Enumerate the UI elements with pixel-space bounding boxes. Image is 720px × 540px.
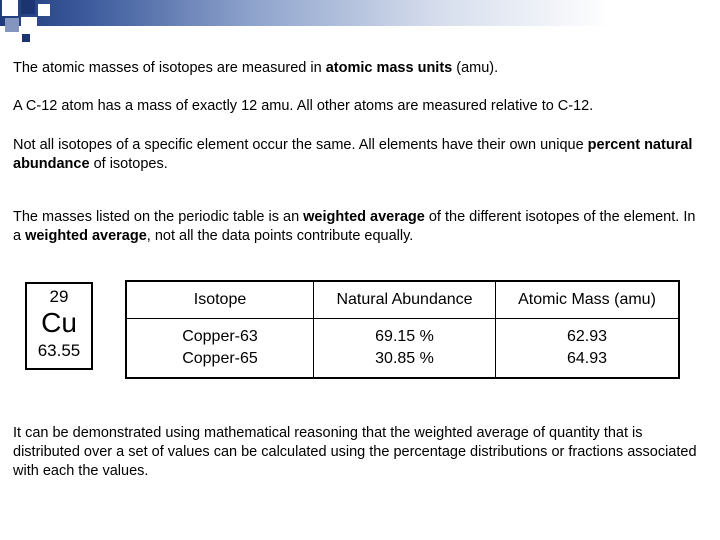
atomic-number: 29 — [49, 287, 69, 306]
text: (amu). — [452, 60, 499, 76]
column-header: Isotope — [126, 281, 314, 319]
bold-term: atomic mass units — [325, 60, 453, 76]
table-row — [126, 319, 679, 379]
abundance-value: 30.85 % — [375, 350, 434, 367]
header-square — [21, 17, 37, 33]
text: , not all the data points contribute equally. — [146, 228, 414, 244]
column-header: Atomic Mass (amu) — [496, 281, 680, 319]
text: The masses listed on the periodic table is an — [13, 209, 304, 225]
mass-cell — [496, 319, 680, 379]
header-square — [21, 0, 35, 14]
header-square — [5, 18, 19, 32]
header-square — [2, 0, 18, 16]
text: of isotopes. — [89, 156, 168, 172]
isotope-name: Copper-65 — [182, 350, 258, 367]
header-square — [38, 4, 50, 16]
paragraph-abundance — [13, 136, 703, 174]
mass-value: 64.93 — [566, 350, 608, 367]
header-square — [22, 34, 30, 42]
table-header-row — [126, 281, 679, 319]
text: of the different isotopes of the element. In a — [13, 209, 696, 244]
text: The atomic masses of isotopes are measured in — [13, 60, 326, 76]
text: Not all isotopes of a specific element occur the same. All elements have their own unique — [13, 137, 588, 153]
bold-term: percent natural abundance — [13, 137, 693, 172]
header-gradient-bar — [0, 0, 720, 26]
column-header: Natural Abundance — [314, 281, 496, 319]
element-symbol: Cu — [41, 307, 77, 338]
atomic-mass: 63.55 — [37, 341, 81, 360]
paragraph-math-reasoning: It can be demonstrated using mathematical reasoning that the weighted average of quantity that is distributed over a set of values can be calculated using the percentage distributions or fractions associated with each the values. — [13, 425, 697, 479]
isotope-name: Copper-63 — [182, 328, 258, 345]
paragraph-amu — [13, 59, 703, 78]
paragraph-weighted-average — [13, 208, 703, 246]
isotope-table — [125, 280, 680, 379]
element-tile-copper — [25, 282, 93, 370]
abundance-value: 69.15 % — [375, 328, 434, 345]
bold-term: weighted average — [303, 209, 425, 225]
abundance-cell — [314, 319, 496, 379]
isotope-cell — [126, 319, 314, 379]
mass-value: 62.93 — [566, 328, 608, 345]
bold-term: weighted average — [25, 228, 147, 244]
paragraph-c12: A C-12 atom has a mass of exactly 12 amu. All other atoms are measured relative to C-12. — [13, 98, 594, 114]
